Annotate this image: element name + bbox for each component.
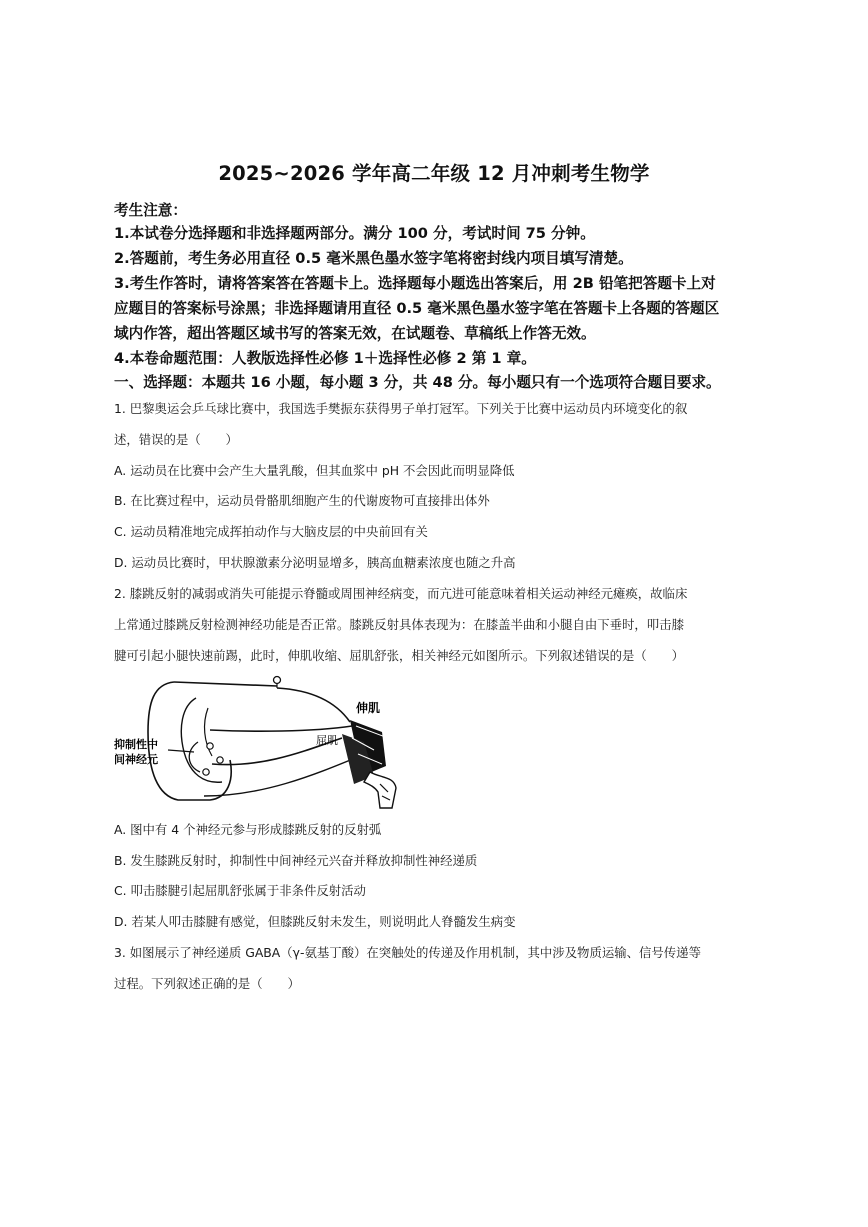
- q2-stem-line: 上常通过膝跳反射检测神经功能是否正常。膝跳反射具体表现为：在膝盖半曲和小腿自由下垂时，叩击膝: [114, 617, 684, 632]
- q2-option-d: D. 若某人叩击膝腱有感觉，但膝跳反射未发生，则说明此人脊髓发生病变: [114, 914, 516, 929]
- q3-stem-line: 3. 如图展示了神经递质 GABA（γ-氨基丁酸）在突触处的传递及作用机制，其中涉及物质运输、信号传递等: [114, 945, 701, 960]
- page-title: 2025~2026 学年高二年级 12 月冲刺考生物学: [218, 162, 650, 185]
- notice-line: 应题目的答案标号涂黑；非选择题请用直径 0.5 毫米黑色墨水签字笔在答题卡上各题的答题区: [114, 300, 720, 317]
- notice-line: 2.答题前，考生务必用直径 0.5 毫米黑色墨水签字笔将密封线内项目填写清楚。: [114, 250, 633, 267]
- q1-option-b: B. 在比赛过程中，运动员骨骼肌细胞产生的代谢废物可直接排出体外: [114, 493, 490, 508]
- q2-option-b: B. 发生膝跳反射时，抑制性中间神经元兴奋并释放抑制性神经递质: [114, 853, 478, 868]
- interneuron-label-line2: 间神经元: [114, 753, 158, 766]
- flexor-label: 屈肌: [316, 734, 338, 747]
- q2-stem-line: 2. 膝跳反射的减弱或消失可能提示脊髓或周围神经病变，而亢进可能意味着相关运动神经元瘫痪，故临床: [114, 586, 688, 601]
- q3-stem-line: 过程。下列叙述正确的是（ ）: [114, 976, 300, 991]
- sensory-fiber: [174, 682, 277, 686]
- gray-matter-outline: [181, 698, 222, 782]
- interneuron-label-line1: 抑制性中: [114, 738, 158, 751]
- q1-option-c: C. 运动员精准地完成挥拍动作与大脑皮层的中央前回有关: [114, 524, 428, 539]
- q1-option-d: D. 运动员比赛时，甲状腺激素分泌明显增多，胰高血糖素浓度也随之升高: [114, 555, 516, 570]
- notice-line: 3.考生作答时，请将答案答在答题卡上。选择题每小题选出答案后，用 2B 铅笔把答题卡上对: [114, 275, 716, 292]
- notice-line: 4.本卷命题范围：人教版选择性必修 1＋选择性必修 2 第 1 章。: [114, 350, 536, 367]
- extensor-label: 伸肌: [356, 701, 381, 715]
- q2-option-a: A. 图中有 4 个神经元参与形成膝跳反射的反射弧: [114, 822, 382, 837]
- notice-line: 域内作答，超出答题区域书写的答案无效，在试题卷、草稿纸上作答无效。: [114, 325, 596, 342]
- ganglion-marker: [274, 677, 281, 684]
- section-heading: 一、选择题：本题共 16 小题，每小题 3 分，共 48 分。每小题只有一个选项符合题目要求。: [114, 374, 721, 391]
- q1-option-a: A. 运动员在比赛中会产生大量乳酸，但其血浆中 pH 不会因此而明显降低: [114, 463, 515, 478]
- notice-line: 1.本试卷分选择题和非选择题两部分。满分 100 分，考试时间 75 分钟。: [114, 225, 595, 242]
- q2-option-c: C. 叩击膝腱引起屈肌舒张属于非条件反射活动: [114, 883, 366, 898]
- notice-heading: 考生注意：: [114, 202, 187, 219]
- q1-stem-line: 1. 巴黎奥运会乒乓球比赛中，我国选手樊振东获得男子单打冠军。下列关于比赛中运动员内环境变化的叙: [114, 401, 688, 416]
- knee-reflex-figure: [112, 672, 402, 812]
- q1-stem-line: 述，错误的是（ ）: [114, 432, 238, 447]
- knee-joint: [364, 772, 396, 808]
- motor-fiber-extensor: [210, 726, 352, 731]
- q2-stem-line: 腱可引起小腿快速前踢，此时，伸肌收缩、屈肌舒张，相关神经元如图所示。下列叙述错误的是（ ）: [114, 648, 684, 663]
